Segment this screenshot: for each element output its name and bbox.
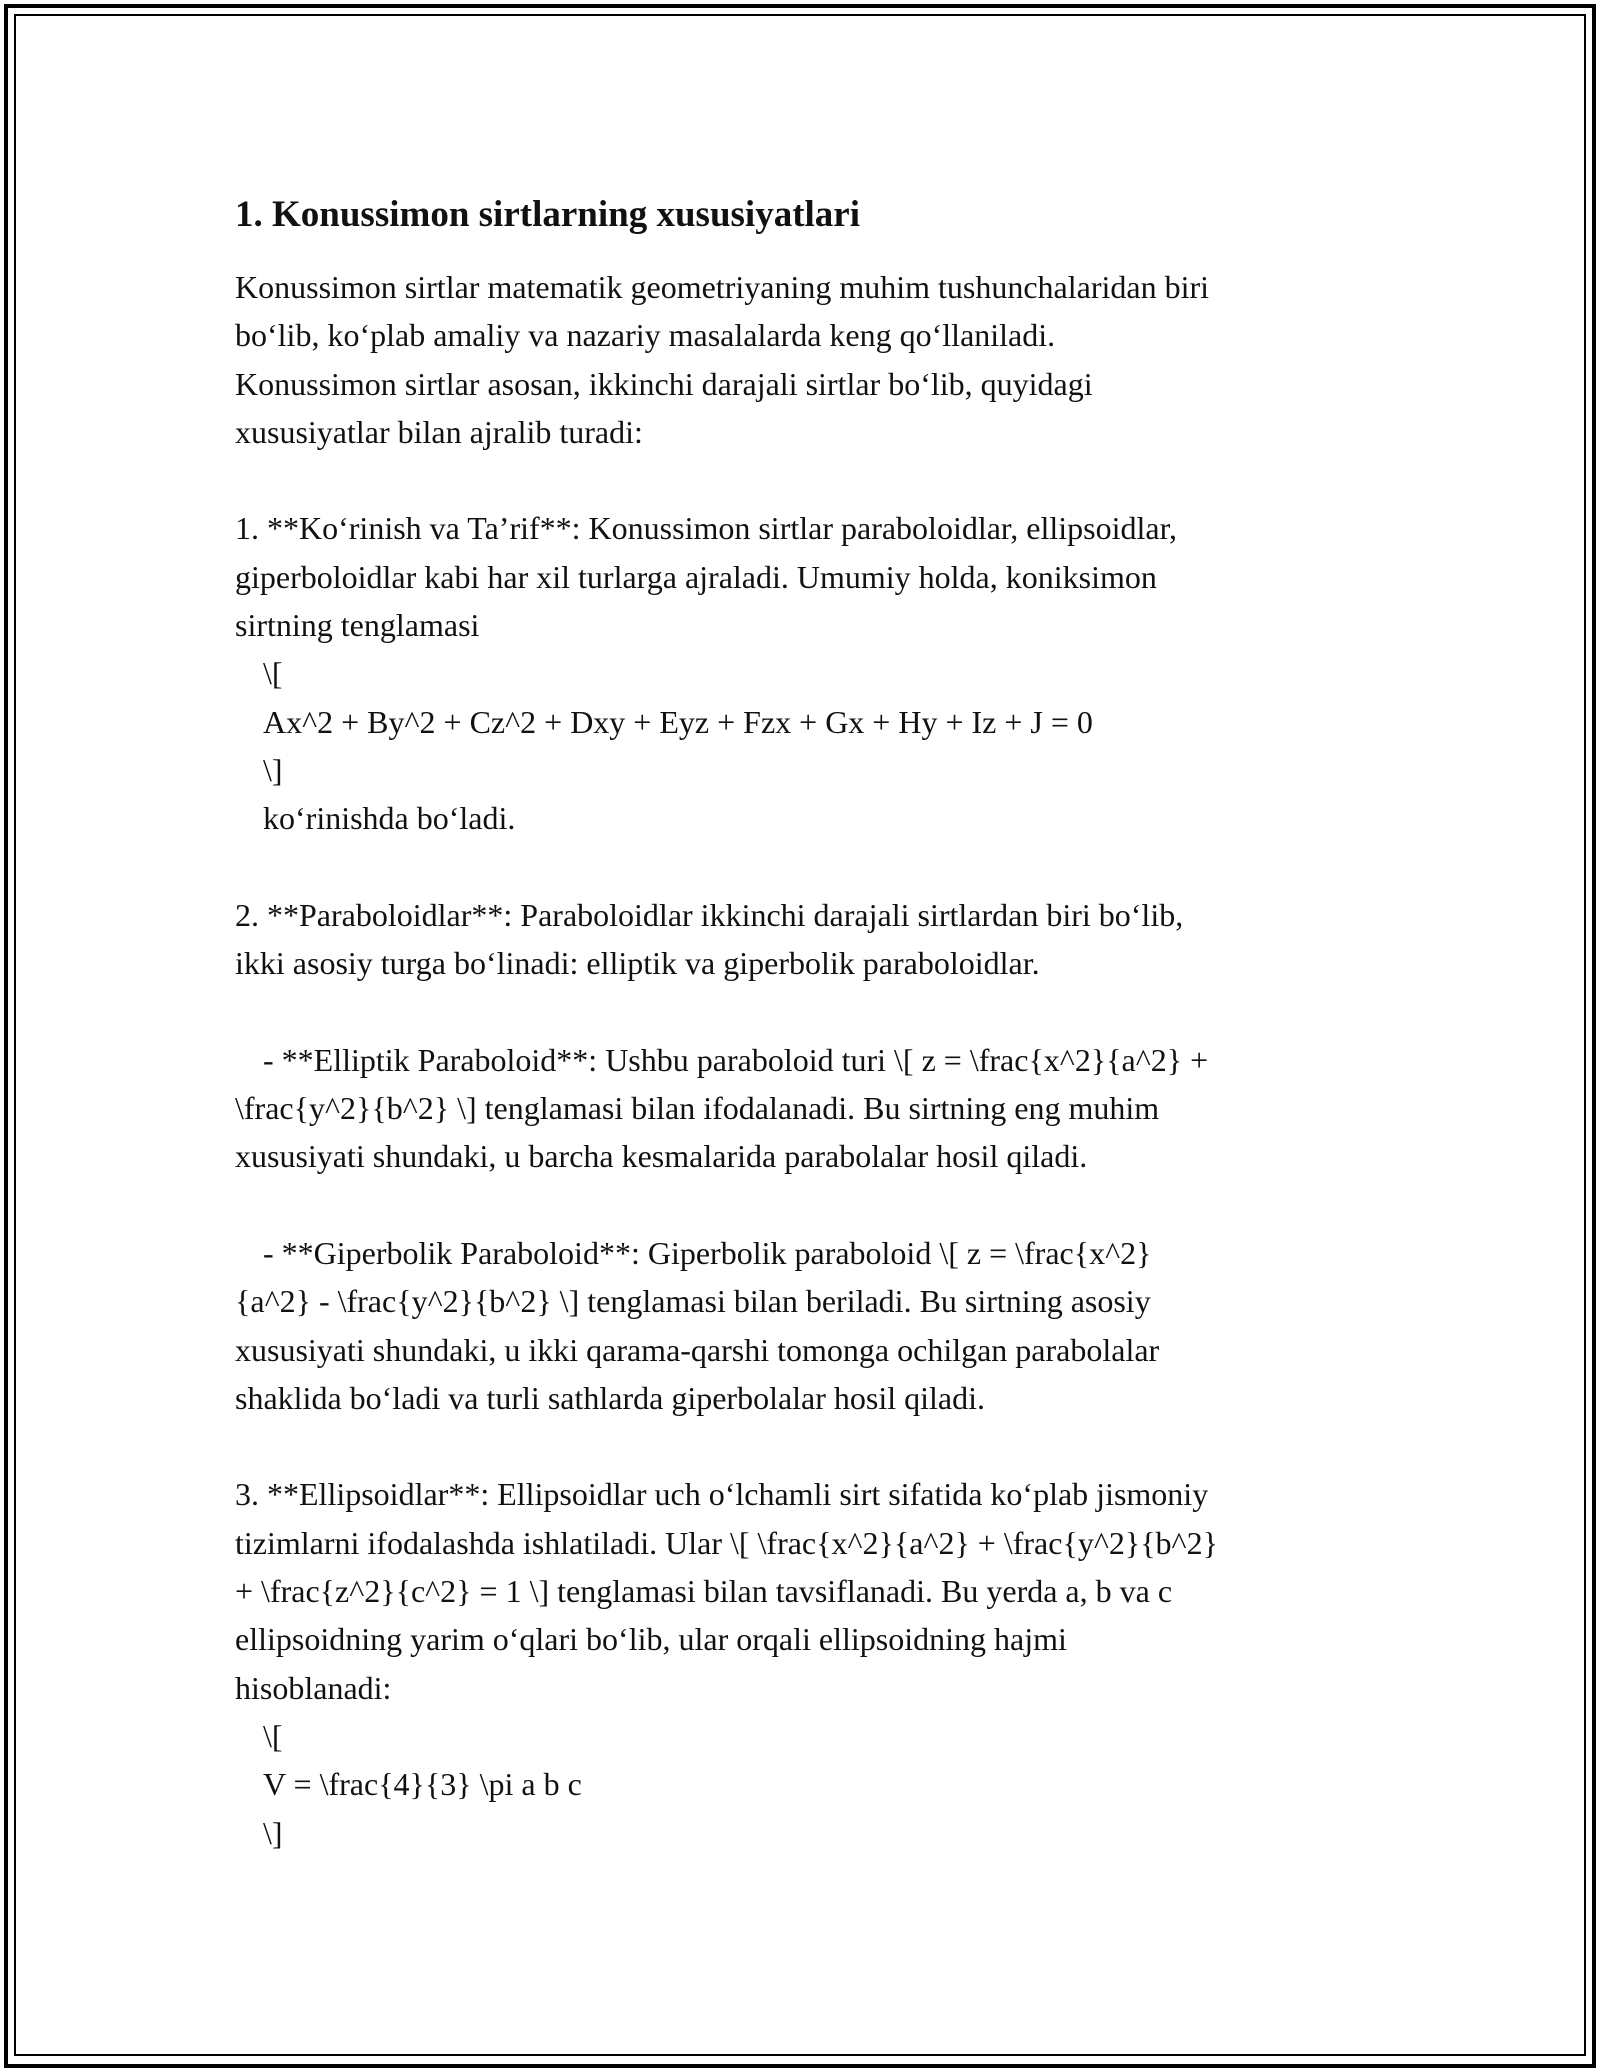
formula-line: V = \frac{4}{3} \pi a b c <box>263 1766 582 1803</box>
text-line: Konussimon sirtlar asosan, ikkinchi darajali sirtlar bo‘lib, quyidagi <box>235 365 1093 402</box>
blank-line <box>235 456 1365 504</box>
text-line: ko‘rinishda bo‘ladi. <box>263 800 516 837</box>
formula-open: \[ <box>263 655 283 692</box>
text-line: ellipsoidning yarim o‘qlari bo‘lib, ular orqali ellipsoidning hajmi <box>235 1621 1067 1658</box>
text-line: xususiyatlar bilan ajralib turadi: <box>235 413 643 450</box>
text-line: hisoblanadi: <box>235 1669 392 1706</box>
formula-close: \] <box>263 751 283 788</box>
body-text <box>235 263 1365 1857</box>
formula-close: \] <box>263 1814 283 1851</box>
blank-line <box>235 1181 1365 1229</box>
text-line: tizimlarni ifodalashda ishlatiladi. Ular \[ \frac{x^2}{a^2} + \frac{y^2}{b^2} <box>235 1524 1218 1561</box>
text-line: sirtning tenglamasi <box>235 607 480 644</box>
text-line: giperboloidlar kabi har xil turlarga ajraladi. Umumiy holda, koniksimon <box>235 558 1157 595</box>
text-line: xususiyati shundaki, u barcha kesmalarida parabolalar hosil qiladi. <box>235 1138 1088 1175</box>
text-line: - **Elliptik Paraboloid**: Ushbu paraboloid turi \[ z = \frac{x^2}{a^2} + <box>263 1041 1209 1078</box>
text-line: 3. **Ellipsoidlar**: Ellipsoidlar uch o‘lchamli sirt sifatida ko‘plab jismoniy <box>235 1476 1209 1513</box>
formula-open: \[ <box>263 1717 283 1754</box>
blank-line <box>235 1422 1365 1470</box>
blank-line <box>235 987 1365 1035</box>
text-line: 2. **Paraboloidlar**: Paraboloidlar ikkinchi darajali sirtlardan biri bo‘lib, <box>235 896 1184 933</box>
text-line: shaklida bo‘ladi va turli sathlarda giperbolalar hosil qiladi. <box>235 1379 986 1416</box>
section-heading: 1. Konussimon sirtlarning xususiyatlari <box>235 194 861 235</box>
blank-line <box>235 843 1365 891</box>
formula-line: Ax^2 + By^2 + Cz^2 + Dxy + Eyz + Fzx + Gx + Hy + Iz + J = 0 <box>263 703 1093 740</box>
text-line: 1. **Ko‘rinish va Ta’rif**: Konussimon sirtlar paraboloidlar, ellipsoidlar, <box>235 510 1177 547</box>
text-line: xususiyati shundaki, u ikki qarama-qarshi tomonga ochilgan parabolalar <box>235 1331 1160 1368</box>
text-line: ikki asosiy turga bo‘linadi: elliptik va giperbolik paraboloidlar. <box>235 945 1040 982</box>
document-body <box>235 185 1365 1857</box>
text-line: Konussimon sirtlar matematik geometriyaning muhim tushunchalaridan biri <box>235 269 1210 305</box>
text-line: bo‘lib, ko‘plab amaliy va nazariy masalalarda keng qo‘llaniladi. <box>235 317 1056 354</box>
text-line: {a^2} - \frac{y^2}{b^2} \] tenglamasi bilan beriladi. Bu sirtning asosiy <box>235 1283 1151 1320</box>
text-line: + \frac{z^2}{c^2} = 1 \] tenglamasi bilan tavsiflanadi. Bu yerda a, b va c <box>235 1573 1173 1610</box>
text-line: \frac{y^2}{b^2} \] tenglamasi bilan ifodalanadi. Bu sirtning eng muhim <box>235 1090 1160 1127</box>
text-line: - **Giperbolik Paraboloid**: Giperbolik paraboloid \[ z = \frac{x^2} <box>263 1234 1152 1271</box>
